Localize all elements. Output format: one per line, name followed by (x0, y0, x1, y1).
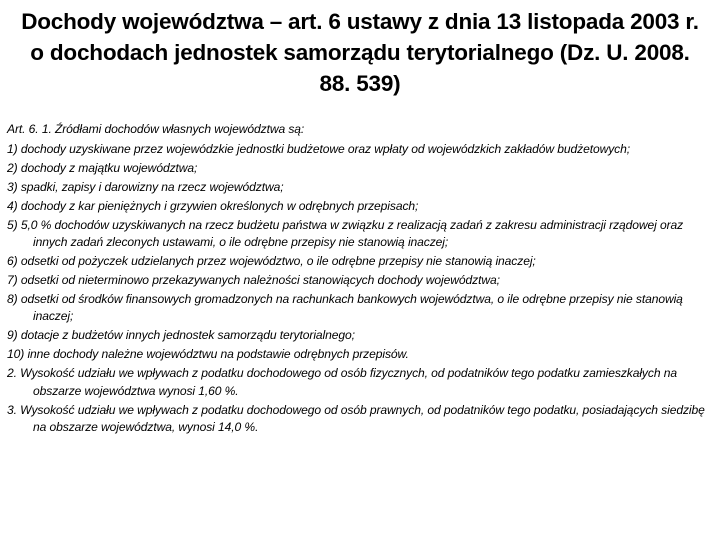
list-item-8: 8) odsetki od środków finansowych gromadzonych na rachunkach bankowych województwa, o ile odrębne przepisy nie stanowią inaczej; (7, 292, 683, 324)
article-intro: Art. 6. 1. Źródłami dochodów własnych województwa są: (7, 122, 305, 136)
list-item-4: 4) dochody z kar pieniężnych i grzywien określonych w odrębnych przepisach; (7, 198, 419, 213)
section-2-paragraph: 2. Wysokość udziału we wpływach z podatku dochodowego od osób fizycznych, od podatników tego podatku zamieszkałych na obszarze województwa wynosi 1,60 %. (7, 366, 677, 398)
list-item-1: 1) dochody uzyskiwane przez wojewódzkie jednostki budżetowe oraz wpłaty od wojewódzkich zakładów budżetowych; (7, 141, 631, 156)
list-item-3: 3) spadki, zapisy i darowizny na rzecz województwa; (7, 179, 284, 194)
list-item-10: 10) inne dochody należne województwu na podstawie odrębnych przepisów. (7, 347, 409, 362)
list-item-2: 2) dochody z majątku województwa; (7, 160, 198, 175)
list-item-5: 5) 5,0 % dochodów uzyskiwanych na rzecz budżetu państwa w związku z realizacją zadań z zakresu administracji rządowej oraz innych zadań zleconych ustawami, o ile odrębne przepisy nie stanowią inaczej; (7, 217, 684, 249)
list-item-9: 9) dotacje z budżetów innych jednostek samorządu terytorialnego; (7, 328, 355, 343)
list-item-6: 6) odsetki od pożyczek udzielanych przez województwo, o ile odrębne przepisy nie stanowią inaczej; (7, 254, 536, 268)
document-body (7, 121, 713, 438)
section-3-paragraph: 3. Wysokość udziału we wpływach z podatku dochodowego od osób prawnych, od podatników tego podatku, posiadających siedzibę na obszarze województwa, wynosi 14,0 %. (7, 402, 705, 435)
document-title: Dochody województwa – art. 6 ustawy z dnia 13 listopada 2003 r. o dochodach jednostek samorządu terytorialnego (Dz. U. 2008. 88. 539) (21, 9, 699, 96)
list-item-7: 7) odsetki od nieterminowo przekazywanych należności stanowiących dochody województwa; (7, 273, 500, 287)
